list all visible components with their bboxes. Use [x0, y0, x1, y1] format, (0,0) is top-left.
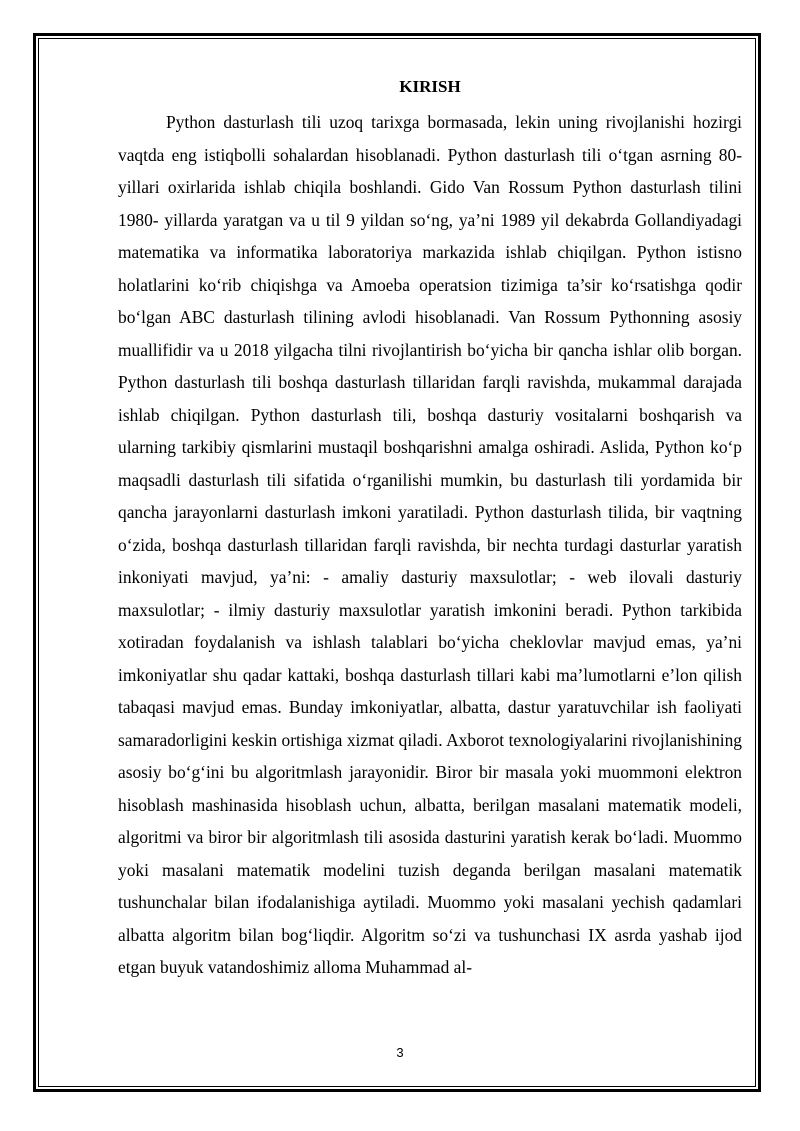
- section-title: KIRISH: [399, 77, 461, 96]
- body-paragraph: Python dasturlash tili uzoq tarixga bormasada, lekin uning rivojlanishi hozirgi vaqtda eng istiqbolli sohalardan hisoblanadi. Python dasturlash tili o‘tgan asrning 80-yillari oxirlarida ishlab chiqila boshlandi. Gido Van Rossum Python dasturlash tilini 1980- yillarda yaratgan va u til 9 yildan so‘ng, ya’ni 1989 yil dekabrda Gollandiyadagi matematika va informatika laboratoriya markazida ishlab chiqilgan. Python istisno holatlarini ko‘rib chiqishga va Amoeba operatsion tizimiga ta’sir ko‘rsatishga qodir bo‘lgan ABC dasturlash tilining avlodi hisoblanadi. Van Rossum Pythonning asosiy muallifidir va u 2018 yilgacha tilni rivojlantirish bo‘yicha bir qancha ishlar olib borgan. Python dasturlash tili boshqa dasturlash tillaridan farqli ravishda, mukammal darajada ishlab chiqilgan. Python dasturlash tili, boshqa dasturiy vositalarni boshqarish va ularning tarkibiy qismlarini mustaqil boshqarishni amalga oshiradi. Aslida, Python ko‘p maqsadli dasturlash tili sifatida o‘rganilishi mumkin, bu dasturlash tili yordamida bir qancha jarayonlarni dasturlash imkoni yaratiladi. Python dasturlash tilida, bir vaqtning o‘zida, boshqa dasturlash tillaridan farqli ravishda, bir nechta turdagi dasturlar yaratish inkoniyati mavjud, ya’ni: - amaliy dasturiy maxsulotlar; - web ilovali dasturiy maxsulotlar; - ilmiy dasturiy maxsulotlar yaratish imkonini beradi. Python tarkibida xotiradan foydalanish va ishlash talablari bo‘yicha cheklovlar mavjud emas, ya’ni imkoniyatlar shu qadar kattaki, boshqa dasturlash tillari kabi ma’lumotlarni e’lon qilish tabaqasi mavjud emas. Bunday imkoniyatlar, albatta, dastur yaratuvchilar ish faoliyati samaradorligini keskin ortishiga xizmat qiladi. Axborot texnologiyalarini rivojlanishining asosiy bo‘g‘ini bu algoritmlash jarayonidir. Biror bir masala yoki muommoni elektron hisoblash mashinasida hisoblash uchun, albatta, berilgan masalani matematik modeli, algoritmi va biror bir algoritmlash tili asosida dasturini yaratish kerak bo‘ladi. Muommo yoki masalani matematik modelini tuzish deganda berilgan masalani matematik tushunchalar bilan ifodalanishiga aytiladi. Muommo yoki masalani yechish qadamlari albatta algoritm bilan bog‘liqdir. Algoritm so‘zi va tushunchasi IX asrda yashab ijod etgan buyuk vatandoshimiz alloma Muhammad al-: [118, 112, 742, 977]
- page-number: 3: [396, 1045, 404, 1060]
- document-content: [118, 76, 742, 984]
